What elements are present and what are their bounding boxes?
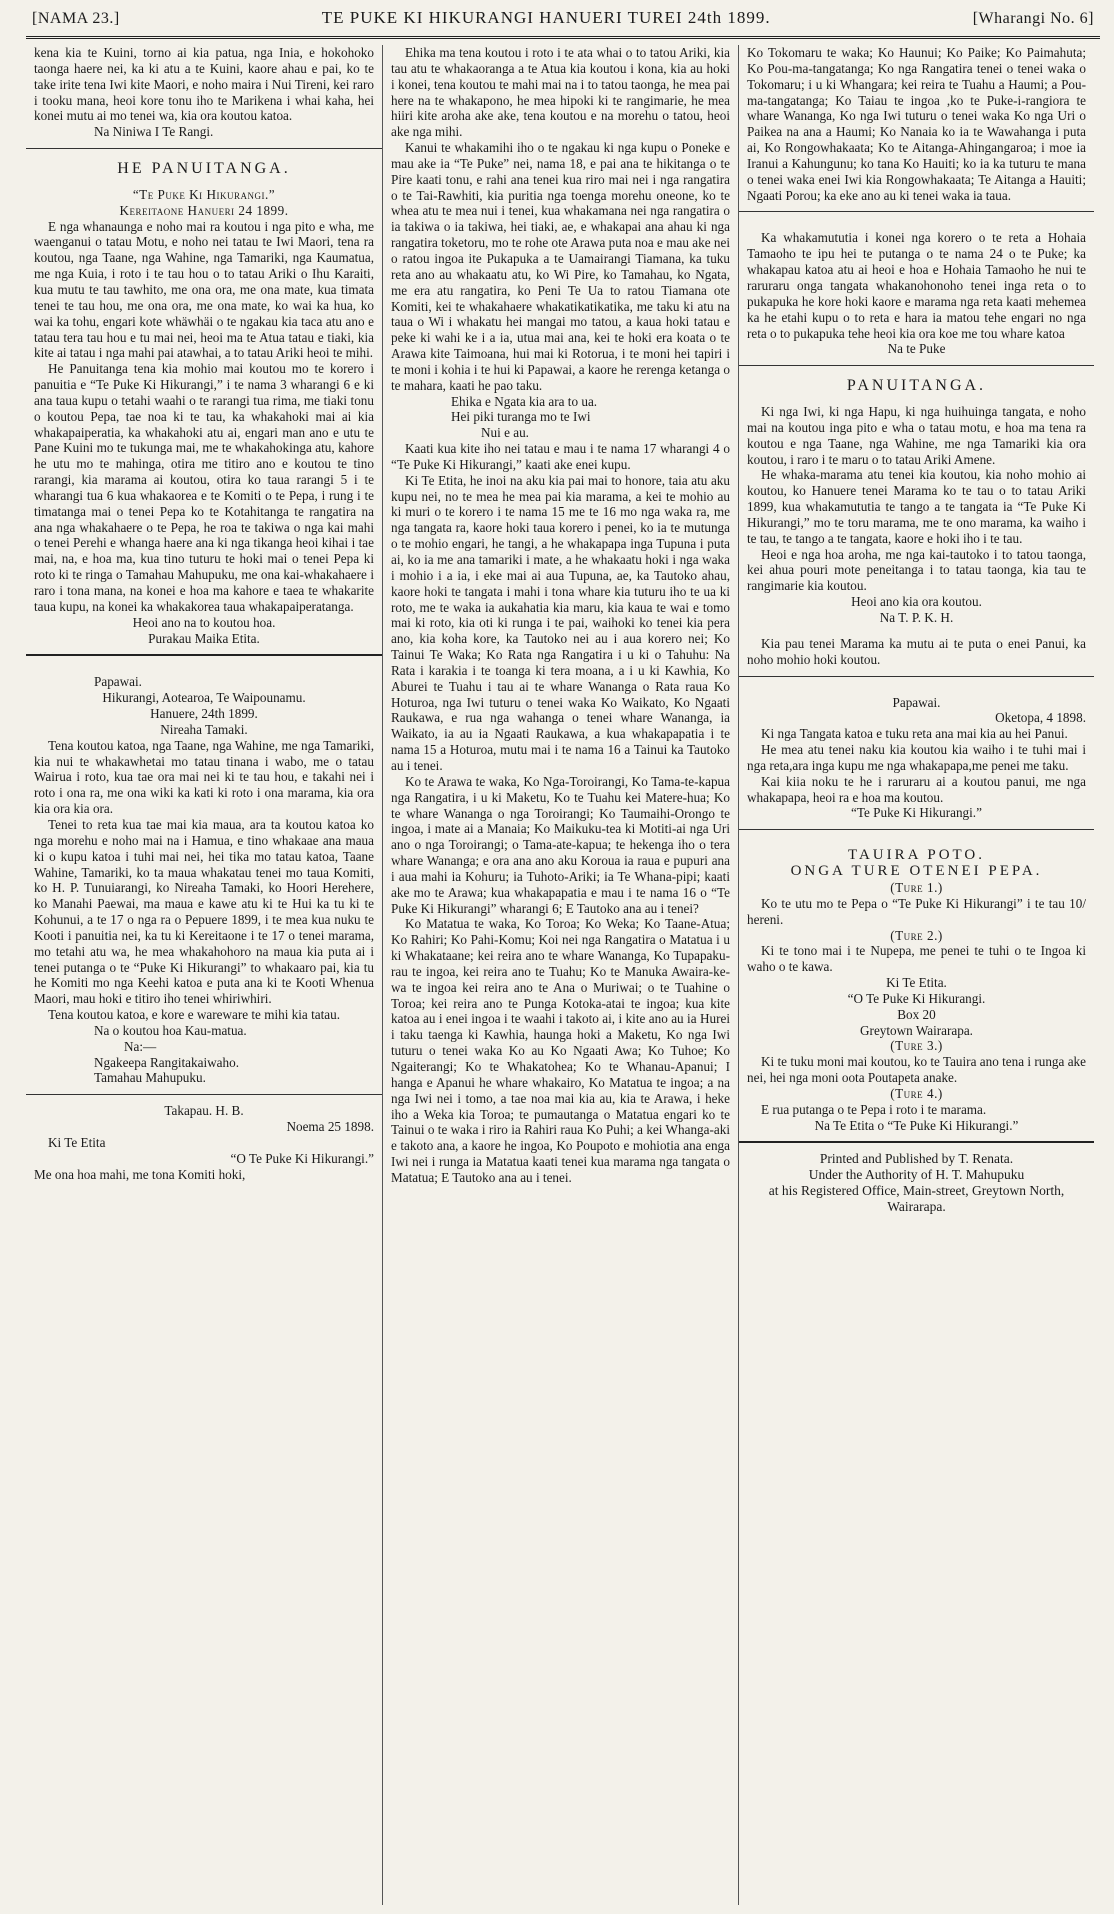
address-line: Box 20 — [897, 1006, 936, 1022]
article-text: Tena koutou katoa, nga Taane, nga Wahine, me nga Tamariki, kia nui te whakawhetai mo tatau tinana i wabo, me o tatau Wairua i roto, kua tae ora mai nei ki te tau hou, e takahi nei i roto i ona ra, me ona wiki ka kati ki roto i ona marama, kia ora kia ora kia ora. — [34, 737, 374, 817]
verse-line: Hei piki turanga mo te Iwi — [451, 409, 591, 425]
divider — [26, 654, 382, 656]
article-text: Ka whakamututia i konei nga korero o te reta a Hohaia Tamaoho te ipu hei te putanga o te nama 24 o te Puke; ka whakapau katoa atu ai heoi e hoa e Hohaia Tamaoho he nui te raruraru onga tangata whakanohonoho tenei inga reta o to pukapuka he kore hoki kaore e marama nga reta kaati mehemea ka he etahi kupu o to reta e hara ia matou tehe engari no nga reta o to pukapuka tehe heoi kia ora koe me tou whare katoa — [747, 230, 1086, 341]
closing: Heoi ano na to koutou hoa. — [132, 614, 276, 630]
signature: Tamahau Mahupuku. — [94, 1070, 206, 1086]
imprint-line: Under the Authority of H. T. Mahupuku — [808, 1167, 1025, 1183]
article-text: Kia pau tenei Marama ka mutu ai te puta o enei Panui, ka noho mohio hoki koutou. — [747, 635, 1086, 667]
verse-line: Nui e au. — [481, 425, 529, 441]
article-text: Ki nga Tangata katoa e tuku reta ana mai kia au hei Panui. — [761, 726, 1068, 742]
dateline: Kereitaone Hanueri 24 1899. — [119, 202, 289, 218]
recipient: Ki Te Etita — [48, 1135, 106, 1150]
article-text: Kaati kua kite iho nei tatau e mau i te nama 17 wharangi 4 o “Te Puke Ki Hikurangi,” kaati ake enei kupu. — [391, 441, 730, 472]
article-text: Ki Te Etita, he inoi na aku kia pai mai to honore, taia atu aku kupu nei, no te mea he mea pai kia marama, a kei te mohio au ki muri o te korero i te nama 15 me te 16 mo nga waka ra, me nga tangata ra, kaore hoki taua korero i penei, ko ia te mutunga o te mohio engari, he tangi, a he whakapapa inga Tupuna i puta ai, ko ia me ana tamariki i mate, a he whakaatu hoki i nga waka i mohio i a ia, i eke mai ai aua Tupuna, ae, ka Tautoko ahau, kaore hoki te tangata i mahi i tona whare kia tuturu iho te ua ki roto, me te waka ia aukahatia kia maru, kia kaua te wai e tomo mai ki roto, kia oti ki runga i te pai, waihoki ko tenei kia pera ano, kia koha kore, ka Tautoko nei au i aua korero nei; Ko Tainui Te Waka; Ko Rata nga Rangatira i u ki o Tahuhu: Na Rata i karakia i te toanga ki tera moana, a i u ki Kawhia, Ko Aburei te Tuahu i tau ai te whare Wananga o Rata raua Ko Hoturoa, nga Iwi tuturu o tenei waka Ko Waikato, Ko Ngaati Raukawa, e rua nga wahanga o tenei whare Wananga, ia Waikato, ia au ia Ngaati Raukawa, a kua whakapapatia i te nama 15 a Hoturoa, mutu mai i te nama 16 a Tainui ka Tautoko au i tenei. — [391, 472, 730, 773]
closing: Heoi ano kia ora koutou. — [851, 594, 982, 610]
article-text: Me ona hoa mahi, me tona Komiti hoki, — [34, 1166, 246, 1182]
rule-text: Ko te utu mo te Pepa o “Te Puke Ki Hikurangi” i te tau 10/ hereni. — [747, 895, 1086, 927]
imprint-line: Printed and Published by T. Renata. — [819, 1151, 1014, 1167]
article-text: Ko Tokomaru te waka; Ko Haunui; Ko Paike; Ko Paimahuta; Ko Pou-ma-tangatanga; Ko nga Rangatira tenei o tenei waka o Tokomaru; i u ki Whangara; kei reira te Tuahu a Haumi; a Pou-ma-tangatanga; Ko Taiau te ingoa ,ko te Puke-i-rangiora te whare Wananga, Ko nga Iwi tuturu o tenei waka Ko nga Uri o Paikea na ana a Haumi; Ko Nanaia ko ia te Wawahanga i puta ai, Ko Rongowhakaata; Ko te Aitanga-Ahingangaroa; i moe ia Iranui a Kahungunu; ko tana Ko Hauiti; ko ia ka tuturu te mana o tenei waka enei Iwi kia Rongowhakaata; Te Aitanga a Hauiti; Ngaati Porou; ka eke ano au ki tenei waka ia taua. — [747, 45, 1086, 203]
rules-title: TAUIRA POTO. — [847, 847, 986, 864]
date: Noema 25 1898. — [286, 1119, 374, 1135]
imprint-line: at his Registered Office, Main-street, Greytown North, Wairarapa. — [768, 1183, 1065, 1215]
divider — [739, 211, 1094, 212]
signature: Na Te Etita o “Te Puke Ki Hikurangi.” — [814, 1117, 1019, 1133]
article-text: He mea atu tenei naku kia koutou kia waiho i te tuhi mai i nga reta,ara inga kupu me nga whakapapa,me penei me taku. — [747, 742, 1086, 773]
date: Oketopa, 4 1898. — [995, 710, 1086, 726]
article-text: Tena koutou katoa, e kore e wareware te mihi kia tatau. — [48, 1007, 341, 1023]
article-text: Heoi e nga hoa aroha, me nga kai-tautoko i to tatou taonga, kei ahua pouri mote peneitanga i to tatau taonga, kia tau te rangimarie kia koutou. — [747, 546, 1086, 594]
rule-number: (Ture 2.) — [890, 927, 943, 943]
article-text: He whaka-marama atu tenei kia koutou, kia noho mohio ai koutou, ko Hanuere tenei Marama ko te tau o to tatau Ariki 1899, kua whakamututia te tango a te tangata ia “Te Puke Ki Hikurangi,” mo te toru marama, me te ono marama, ka waiho i te tau, te tango a te tangata, kaore e hoki iho i te tau. — [747, 467, 1086, 546]
spacer — [747, 220, 1086, 230]
quote-line: “O Te Puke Ki Hikurangi.” — [230, 1150, 374, 1166]
newspaper-title: TE PUKE KI HIKURANGI HANUERI TUREI 24th 1899. — [321, 8, 771, 27]
spacer — [34, 664, 374, 674]
issue-number: [NAMA 23.] — [32, 10, 120, 27]
rule-text: Ki te tuku moni mai koutou, ko te Tauira ano tena i runga ake nei, hei nga moni oota Poutapeta anake. — [747, 1054, 1086, 1086]
rules-subtitle: ONGA TURE OTENEI PEPA. — [790, 863, 1043, 880]
address-line: Greytown Wairarapa. — [860, 1022, 973, 1038]
rule-text: E rua putanga o te Pepa i roto i te marama. — [761, 1101, 987, 1117]
masthead-rule — [26, 36, 1100, 39]
rule-number: (Ture 4.) — [890, 1085, 943, 1101]
article-text: Kanui te whakamihi iho o te ngakau ki nga kupu o Poneke e mau ake ia “Te Puke” nei, nama 18, e pai ana te hikitanga o te Pire kaati tonu, e rahi ana tenei kua riro mai nei i nga rangatira o te Tai-Rawhiti, kia puritia nga toenga morehu oneone, ko te whea atu te mea nui i tenei, kua whakamana nei nga rangatira o ia takiwa o ia takiwa, hei tiaki, ae, e whakapai ana ahau ki nga rangatira toketoru, mo te rohe ote Arawa puta noa e mau ake nei o ratou ingoa ite Pukapuka a te Uamairangi Tiamana, ka tuku reta ano au whakaatu atu, ko Wi Pire, ko Tamahau, ko Ngata, me era atu rangatira, ko Peni Te Ua to ratou Tiamana ote Komiti, kei te whakahaere whakatikatikatika, me taku ki atu na taua o Wi i whakatu hei mangai mo tatou, a kaua hoki tatau e peke ki wahi ke i a ia, utua mai ana, kei te hoki era koata o te Arawa kite Taimoana, hui mai ki Rotorua, i te moni hei tapiri i te moni i kohia i te hui ki Papawai, a kaore he rerenga ketanga o te mahara, kaati he pao taku. — [391, 140, 730, 393]
section-heading: PANUITANGA. — [846, 377, 987, 395]
signature: Purakau Maika Etita. — [148, 630, 260, 646]
place-heading: Takapau. H. B. — [164, 1103, 244, 1119]
page-number: [Wharangi No. 6] — [972, 10, 1094, 27]
closing: Na o koutou hoa Kau-matua. — [94, 1022, 247, 1038]
signature: Na T. P. K. H. — [879, 610, 954, 625]
signature: Na Niniwa I Te Rangi. — [94, 124, 214, 140]
address-line: Ki Te Etita. — [886, 975, 947, 991]
article-text: He Panuitanga tena kia mohio mai koutou mo te korero i panuitia e “Te Puke Ki Hikurangi,” i te nama 3 wharangi 6 e ki ana taua kupu o tetahi waahi o te rarangi tua rima, me tiaki tonu o koutou Pepa, tae noa ki te tau, ka whakahoki mai ai kia whakapaiperatia, ka whakahoki atu ai, engari man ano e utu te Pane Kuini mo te tukunga mai, me te whakahokinga atu, kahore he utu mo te mahinga, otira me titiro ano e koutou te tino rarangi, kia marama ai koutou, otira ko taua rarangi 5 i te wharangi tua 6 kua whakaorea e te Komiti o te Pepa, i rung i te timatanga mai o tenei Pepa ko te Kotahitanga te rangatira na ana nga whakahaere o te Pepa, he roa te takiwa o nga kai mahi o tenei Perehi e whanga haere ana ki nga tikanga heoi kihai i tae mai, na, e hoa ma, kua tino tuturu te hoki mai o tenei Pepa ki roto ki te ringa o Tamahau Mahupuku, me ona kai-whakahaere i raro i tona mana, na konei e hoa ma kahore e taea te whakarite taua kupu, na konei ka whakakorea taua whakapaiperatanga. — [34, 361, 374, 614]
column-3 — [738, 45, 1094, 1905]
article-text: Ko te Arawa te waka, Ko Nga-Toroirangi, Ko Tama-te-kapua nga Rangatira, i u ki Maketu, Ko te Tuahu kei Matere-hua; Ko te whare Wananga o nga Toroirangi; Ko Taumaihi-Orongo te ingoa, i mate ai a Manaia; Ko Maikuku-tea ki Motiti-ai nga Uri ano o nga Toroirangi; o Tama-ate-kapua; te hekenga iho o tera whare Wananga; e ora ana ano aku Koroua ia raua e pupuri ana i aua mahi ia Kohuru; ia Tuhoto-Ariki; ia Te Whana-pipi; kaati ake mo te Arawa; kua whakapapatia e mau i te nama 16 o “Te Puke Ki Hikurangi” wharangi 6; E Tautoko ana au i tenei? — [391, 773, 730, 916]
recipient: Nireaha Tamaki. — [160, 721, 248, 737]
rule-number: (Ture 1.) — [890, 879, 943, 895]
article-text: Ko Matatua te waka, Ko Toroa; Ko Weka; Ko Taane-Atua; Ko Rahiri; Ko Pahi-Komu; Koi nei nga Rangatira o Matatua i u ki Whakataane; kei reira ano te whare Wananga, Ko Tupapaku-rau te ingoa, kei reira ano te Tuahu; Ko te Manuka Awaira-ke-wa te ingoa kei reira ano te Ana o Muriwai; o te Tuahine o Toroa; kei reira ano te Punga Kotoka-atai te ingoa; kua kite katoa au i enei ingoa i te waahi i takoto ai, i kite ano au ia Hurei i taku taenga ki Kawhia, haunga hoki a Maketu, Ko nga Iwi tuturu o tenei waka Ko au Ko Ngaati Awa; Ko Tuhoe; Ko Ngaiterangi; Ko te Whakatohea; Ko te Whanau-Apanui; I hanga e Apanui he whare whakairo, Ko Matatua te ingoa; a na nga Iwi nei i tomo, a tae noa mai kia au, kia te Arawa, i heke iho a Weka kia Toroa; te pumautanga o Matatua engari ko te Tainui o te waka i riro ia Rahiri raua Ko Puhi; a kei Whanga-aki e takoto ana, a kaore he ingoa, Ko Poupoto e mohiotia ana enga Iwi nei i runga ia Matatua kaati tenei kua marama nga tangata o Matatua; E Tautoko ana au i tenei. — [391, 916, 730, 1185]
divider — [26, 1094, 382, 1095]
place-heading: Papawai. — [892, 694, 941, 710]
article-text: Tenei to reta kua tae mai kia maua, ara ta koutou katoa ko nga morehu e noho mai na i Hamua, e tino whakaae ana maua ki o kupu katoa i tuhi mai nei, hei tika mo tatau katoa, Taane Wahine, Tamariki, ko ta maua whakatau tenei mo taua Komiti, ko H. P. Tunuiarangi, ko Nireaha Tamaki, ko Hoori Herehere, ko Manahi Paewai, ma maua e kawe atu ki te Hui ka tu ki te Kohunui, a te 17 o nga ra o Pepuere 1899, i te mea kua nuku te Kooti i panuitia nei, ka tu ki Kereitaone i te 17 o tenei marama, mo tetahi atu wa, he mea whakahohoro na maua kia puta ai i tenei putanga o te “Puke Ki Hikurangi” to whakaaro pai, kia tu he Komiti mo nga Keehi katoa e puta ana ki te Kooti Whenua Maori, mau hoki e titiro iho tenei whiriwhiri. — [34, 816, 374, 1007]
imprint — [747, 1151, 1086, 1215]
quote-line: “Te Puke Ki Hikurangi.” — [132, 186, 276, 202]
signature: “Te Puke Ki Hikurangi.” — [851, 805, 982, 821]
address: Hikurangi, Aotearoa, Te Waipounamu. — [102, 690, 306, 706]
article-text: Ki nga Iwi, ki nga Hapu, ki nga huihuinga tangata, e noho mai na koutou inga pito e wha o tatau motu, e hoa ma tena ra koutou e nga Taane, nga Wahine, me nga Tamariki kia ora koutou, i raro i te maru o to tatau Ariki Amene. — [747, 404, 1086, 467]
signature: Na te Puke — [887, 341, 946, 357]
divider — [26, 148, 382, 149]
article-text: E nga whanaunga e noho mai ra koutou i nga pito e wha, me waenganui o tatau Motu, e noho nei tatau te Iwi Maori, tena ra koutou, nga Taane, nga Wahine, nga Tamariki, nga Kaumatua, me nga Kuia, i roto i te tau hou o to tatau Ariki o Ihu Karaiti, kua mutu te tau tawhito, me ona ora, me ona mate, kua timata tenei te tau hou, me ona ora, me ona mate, ko wai ka hua, ko wai ka tohu, engari kote whäwhäi o te ngakau kia taca atu ano e tatau tera tau hou e tu mai nei, heoi ma te Atua tatau e tiaki, kia kite ai tatau i nga mahi pai atawhai, a to tatau Ariki heoi te mihi. — [34, 218, 374, 361]
divider — [739, 1141, 1094, 1143]
columns — [26, 45, 1100, 1905]
signature-prefix: Na:— — [124, 1038, 157, 1054]
article-text: Kai kiia noku te he i raruraru ai a koutou panui, me nga whakapapa, heoi ra e hoa ma koutou. — [747, 773, 1086, 805]
date: Hanuere, 24th 1899. — [150, 706, 258, 722]
rule-number: (Ture 3.) — [890, 1038, 943, 1054]
article-text: kena kia te Kuini, torno ai kia patua, nga Inia, e hokohoko taonga haere nei, ka ki atu a te Kuini, kaore ahau e pai, ko te take irite tena Iwi kite Maori, e noho maira i Nui Tireni, kei raro i tooku mana, heoi kore tonu iho te Marikena i whai kaha, hei konei mutu ai mo tenei wa, kia ora koutou katoa. — [34, 45, 374, 124]
spacer — [747, 626, 1086, 636]
address-line: “O Te Puke Ki Hikurangi. — [847, 990, 986, 1006]
signature: Ngakeepa Rangitakaiwaho. — [94, 1054, 240, 1070]
verse-line: Ehika e Ngata kia ara to ua. — [451, 393, 598, 409]
column-2 — [382, 45, 738, 1905]
section-heading: HE PANUITANGA. — [117, 160, 291, 178]
spacer — [747, 685, 1086, 695]
masthead — [26, 8, 1100, 34]
divider — [739, 676, 1094, 677]
divider — [739, 365, 1094, 366]
column-1 — [26, 45, 382, 1905]
rule-text: Ki te tono mai i te Nupepa, me penei te tuhi o te Ingoa ki waho o te kawa. — [747, 943, 1086, 975]
place-heading: Papawai. — [94, 674, 142, 690]
article-text: Ehika ma tena koutou i roto i te ata whai o to tatou Ariki, kia tau atu te whakaoranga a te Atua kia koutou i kona, kia au hoki i konei, tena koutou te mahi mai na i to tatou taonga, he mea pai here na te whakapono, he mea hipoki ki te rangimarie, he mea hiiri kite aroha ake ake, tena koutou e na morehu o tatou, heoi ake nga mihi. — [391, 45, 730, 140]
divider — [739, 829, 1094, 830]
